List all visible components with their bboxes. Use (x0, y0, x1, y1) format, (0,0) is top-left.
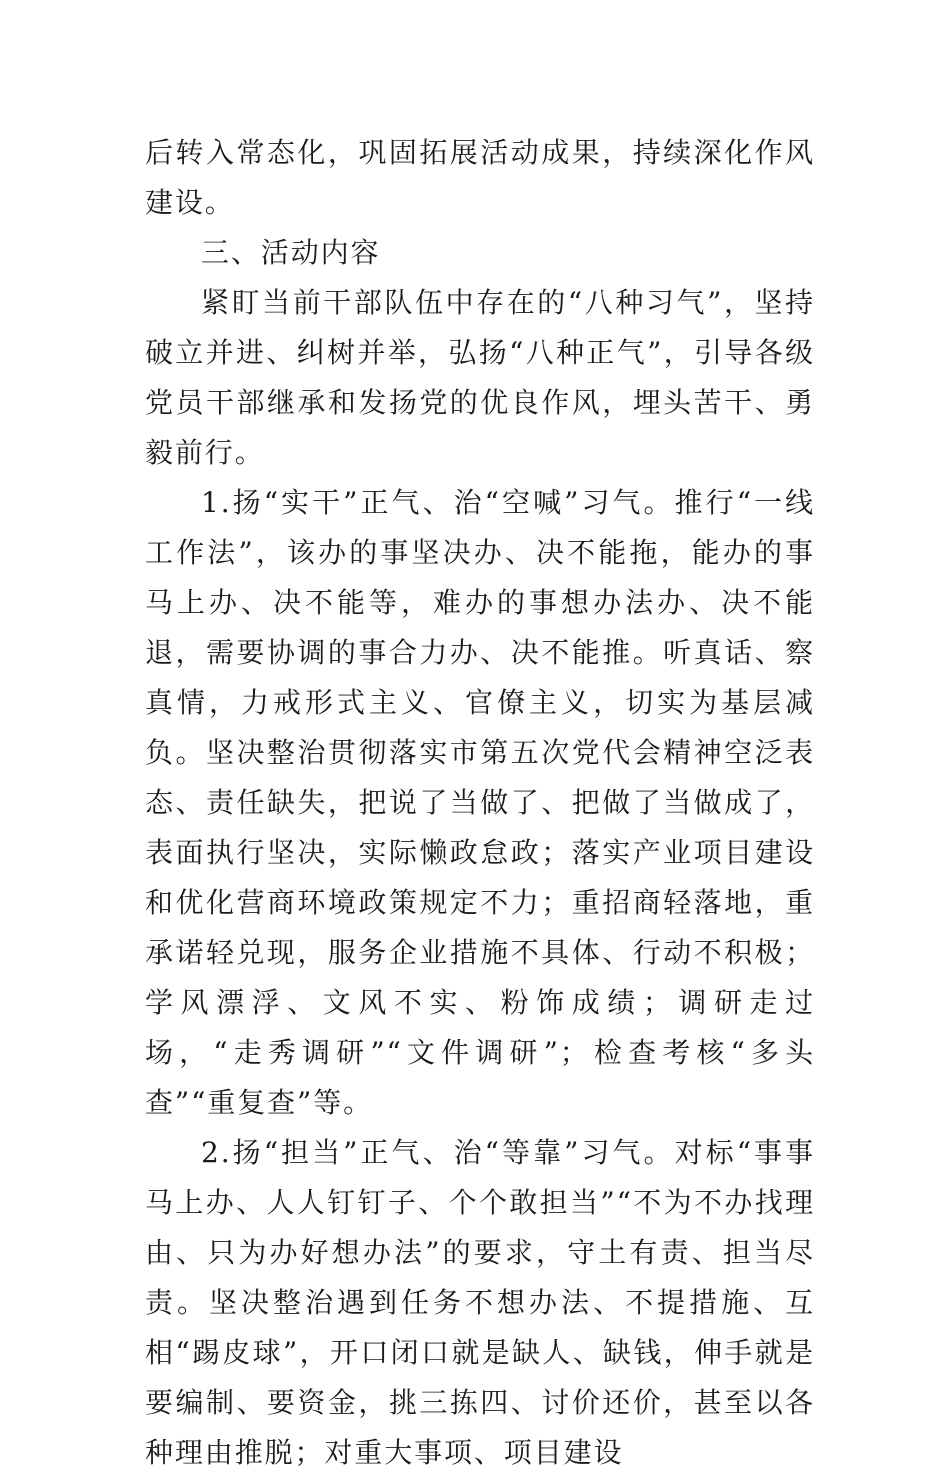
paragraph-item-1: 1.扬“实干”正气、治“空喊”习气。推行“一线工作法”，该办的事坚决办、决不能拖，能办的事马上办、决不能等，难办的事想办法办、决不能退，需要协调的事合力办、决不能推。听真话、察真情，力戒形式主义、官僚主义，切实为基层减负。坚决整治贯彻落实市第五次党代会精神空泛表态、责任缺失，把说了当做了、把做了当做成了，表面执行坚决，实际懒政怠政；落实产业项目建设和优化营商环境政策规定不力；重招商轻落地，重承诺轻兑现，服务企业措施不具体、行动不积极；学风漂浮、文风不实、粉饰成绩；调研走过场，“走秀调研”“文件调研”；检查考核“多头查”“重复查”等。 (145, 486, 815, 1119)
paragraph-item-2: 2.扬“担当”正气、治“等靠”习气。对标“事事马上办、人人钉钉子、个个敢担当”“不为不办找理由、只为办好想办法”的要求，守土有责、担当尽责。坚决整治遇到任务不想办法、不提措施、互相“踢皮球”，开口闭口就是缺人、缺钱，伸手就是要编制、要资金，挑三拣四、讨价还价，甚至以各种理由推脱；对重大事项、项目建设 (145, 1136, 815, 1469)
document-body (145, 128, 815, 1478)
section-heading-activity-content: 三、活动内容 (201, 236, 381, 269)
paragraph-continuation: 后转入常态化，巩固拓展活动成果，持续深化作风建设。 (145, 136, 815, 219)
paragraph-intro: 紧盯当前干部队伍中存在的“八种习气”，坚持破立并进、纠树并举，弘扬“八种正气”，引导各级党员干部继承和发扬党的优良作风，埋头苦干、勇毅前行。 (145, 286, 815, 469)
